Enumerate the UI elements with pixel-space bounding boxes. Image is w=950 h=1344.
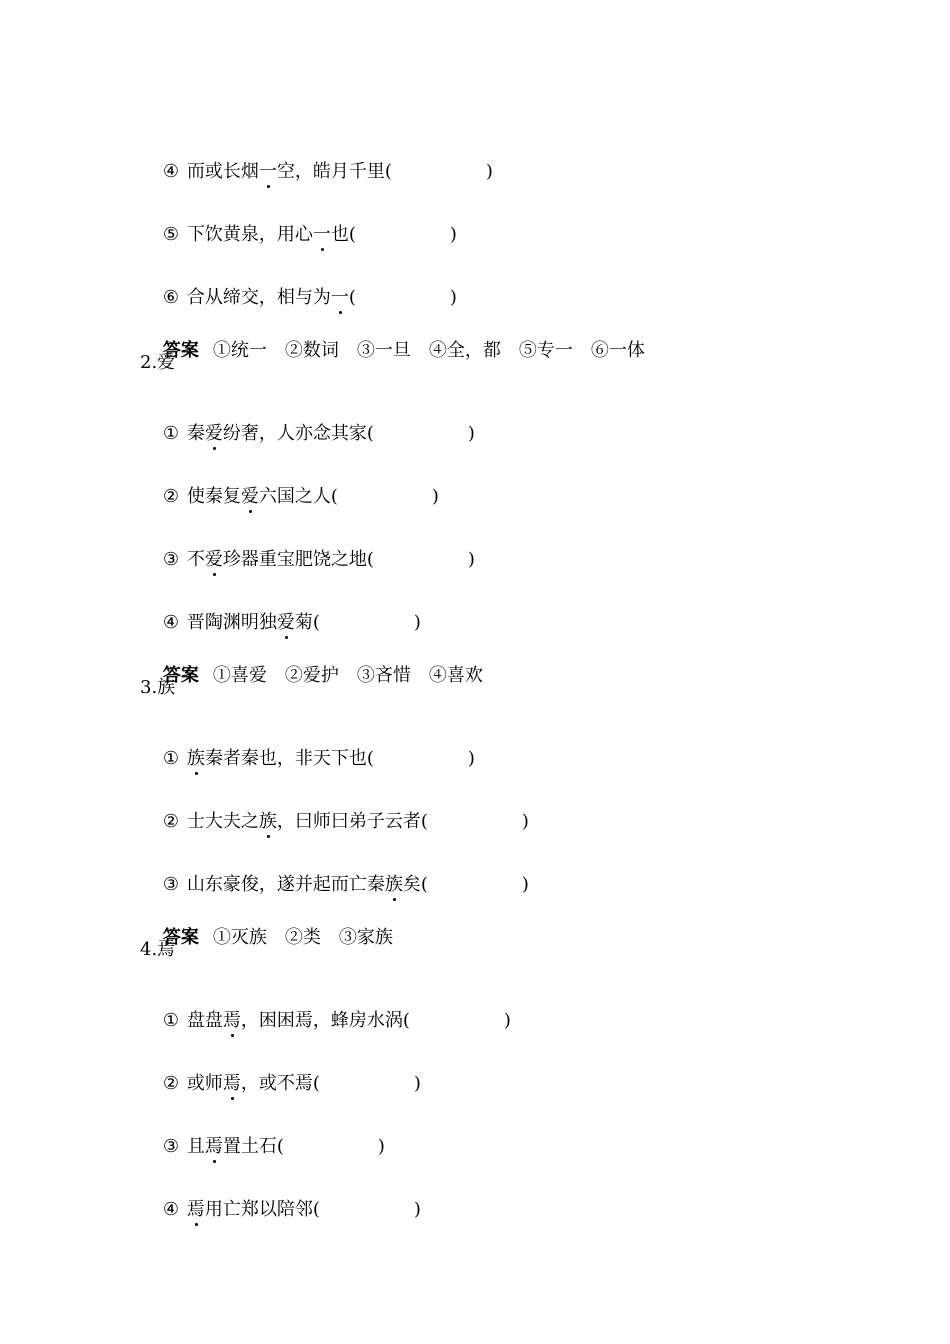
item-text-post: 秦者秦也，非天下也( — [204, 748, 374, 769]
item-text-pre: 或师 — [186, 1073, 223, 1094]
item-close-paren: ) — [521, 811, 529, 832]
item-number: ③ — [162, 549, 180, 570]
emphasized-char: 族 — [384, 874, 403, 895]
item-text-post: 也( — [330, 224, 356, 245]
item-close-paren: ) — [485, 161, 493, 182]
section-heading: 3.族 — [140, 677, 176, 698]
answer-text: ①灭族 ②类 ③家族 — [212, 927, 393, 948]
item-number: ② — [162, 811, 180, 832]
item-number: ④ — [162, 612, 180, 633]
item-text-post: 六国之人( — [258, 486, 338, 507]
item-close-paren: ) — [503, 1010, 511, 1031]
item-text-pre: 而或长烟 — [186, 161, 259, 182]
emphasized-char: 焉 — [222, 1010, 241, 1031]
question-item — [140, 1174, 421, 1246]
item-text-pre: 合从缔交，相与为 — [186, 287, 331, 308]
item-text-post: ，困困焉，蜂房水涡( — [240, 1010, 410, 1031]
item-text-pre: 山东豪俊，遂并起而亡秦 — [186, 874, 385, 895]
item-text-post: 珍器重宝肥饶之地( — [222, 549, 374, 570]
emphasized-char: 爱 — [204, 423, 223, 444]
question-item — [140, 136, 493, 208]
item-number: ② — [162, 486, 180, 507]
item-text-pre: 秦 — [186, 423, 205, 444]
item-close-paren: ) — [467, 423, 475, 444]
item-close-paren: ) — [467, 748, 475, 769]
question-item — [140, 1111, 385, 1183]
item-number: ④ — [162, 161, 180, 182]
question-item — [140, 461, 439, 533]
answer-line — [140, 640, 483, 712]
item-number: ② — [162, 1073, 180, 1094]
question-item — [140, 398, 475, 470]
item-number: ④ — [162, 1199, 180, 1220]
item-number: ① — [162, 748, 180, 769]
item-number: ③ — [162, 874, 180, 895]
item-close-paren: ) — [377, 1136, 385, 1157]
item-text-post: ，曰师曰弟子云者( — [276, 811, 428, 832]
answer-text: ①统一 ②数词 ③一旦 ④全，都 ⑤专一 ⑥一体 — [212, 340, 645, 361]
item-number: ⑥ — [162, 287, 180, 308]
item-text-pre: 下饮黄泉，用心 — [186, 224, 313, 245]
question-item — [140, 199, 457, 271]
item-text-post: 纷奢，人亦念其家( — [222, 423, 374, 444]
item-close-paren: ) — [413, 612, 421, 633]
item-number: ① — [162, 1010, 180, 1031]
item-text-post: 空，皓月千里( — [276, 161, 392, 182]
answer-label: 答案 — [162, 340, 199, 361]
section-heading: 4.焉 — [140, 939, 176, 960]
question-item — [140, 723, 475, 795]
item-text-pre: 不 — [186, 549, 205, 570]
emphasized-char: 爱 — [240, 486, 259, 507]
answer-label: 答案 — [162, 665, 199, 686]
question-item — [140, 524, 475, 596]
emphasized-char: 一 — [330, 287, 349, 308]
emphasized-char: 焉 — [186, 1199, 205, 1220]
emphasized-char: 一 — [312, 224, 331, 245]
answer-text: ①喜爱 ②爱护 ③吝惜 ④喜欢 — [212, 665, 483, 686]
item-text-pre: 盘盘 — [186, 1010, 223, 1031]
item-close-paren: ) — [449, 224, 457, 245]
item-text-post: ，或不焉( — [240, 1073, 320, 1094]
question-item — [140, 1048, 421, 1120]
answer-line — [140, 315, 645, 387]
item-text-post: 矣( — [402, 874, 428, 895]
item-text-pre: 晋陶渊明独 — [186, 612, 277, 633]
item-text-post: ( — [348, 287, 356, 308]
answer-label: 答案 — [162, 927, 199, 948]
item-close-paren: ) — [413, 1199, 421, 1220]
emphasized-char: 一 — [258, 161, 277, 182]
answer-line — [140, 902, 393, 974]
item-number: ③ — [162, 1136, 180, 1157]
question-item — [140, 786, 529, 858]
section-heading: 2.爱 — [140, 352, 176, 373]
emphasized-char: 爱 — [276, 612, 295, 633]
item-close-paren: ) — [413, 1073, 421, 1094]
item-text-post: 用亡郑以陪邻( — [204, 1199, 320, 1220]
emphasized-char: 焉 — [204, 1136, 223, 1157]
emphasized-char: 族 — [258, 811, 277, 832]
item-text-pre: 士大夫之 — [186, 811, 259, 832]
item-text-pre: 且 — [186, 1136, 205, 1157]
item-text-pre: 使秦复 — [186, 486, 241, 507]
emphasized-char: 爱 — [204, 549, 223, 570]
item-number: ① — [162, 423, 180, 444]
emphasized-char: 焉 — [222, 1073, 241, 1094]
question-item — [140, 985, 511, 1057]
item-text-post: 置土石( — [222, 1136, 284, 1157]
item-text-post: 菊( — [294, 612, 320, 633]
item-close-paren: ) — [467, 549, 475, 570]
item-close-paren: ) — [449, 287, 457, 308]
item-number: ⑤ — [162, 224, 180, 245]
emphasized-char: 族 — [186, 748, 205, 769]
item-close-paren: ) — [521, 874, 529, 895]
item-close-paren: ) — [431, 486, 439, 507]
